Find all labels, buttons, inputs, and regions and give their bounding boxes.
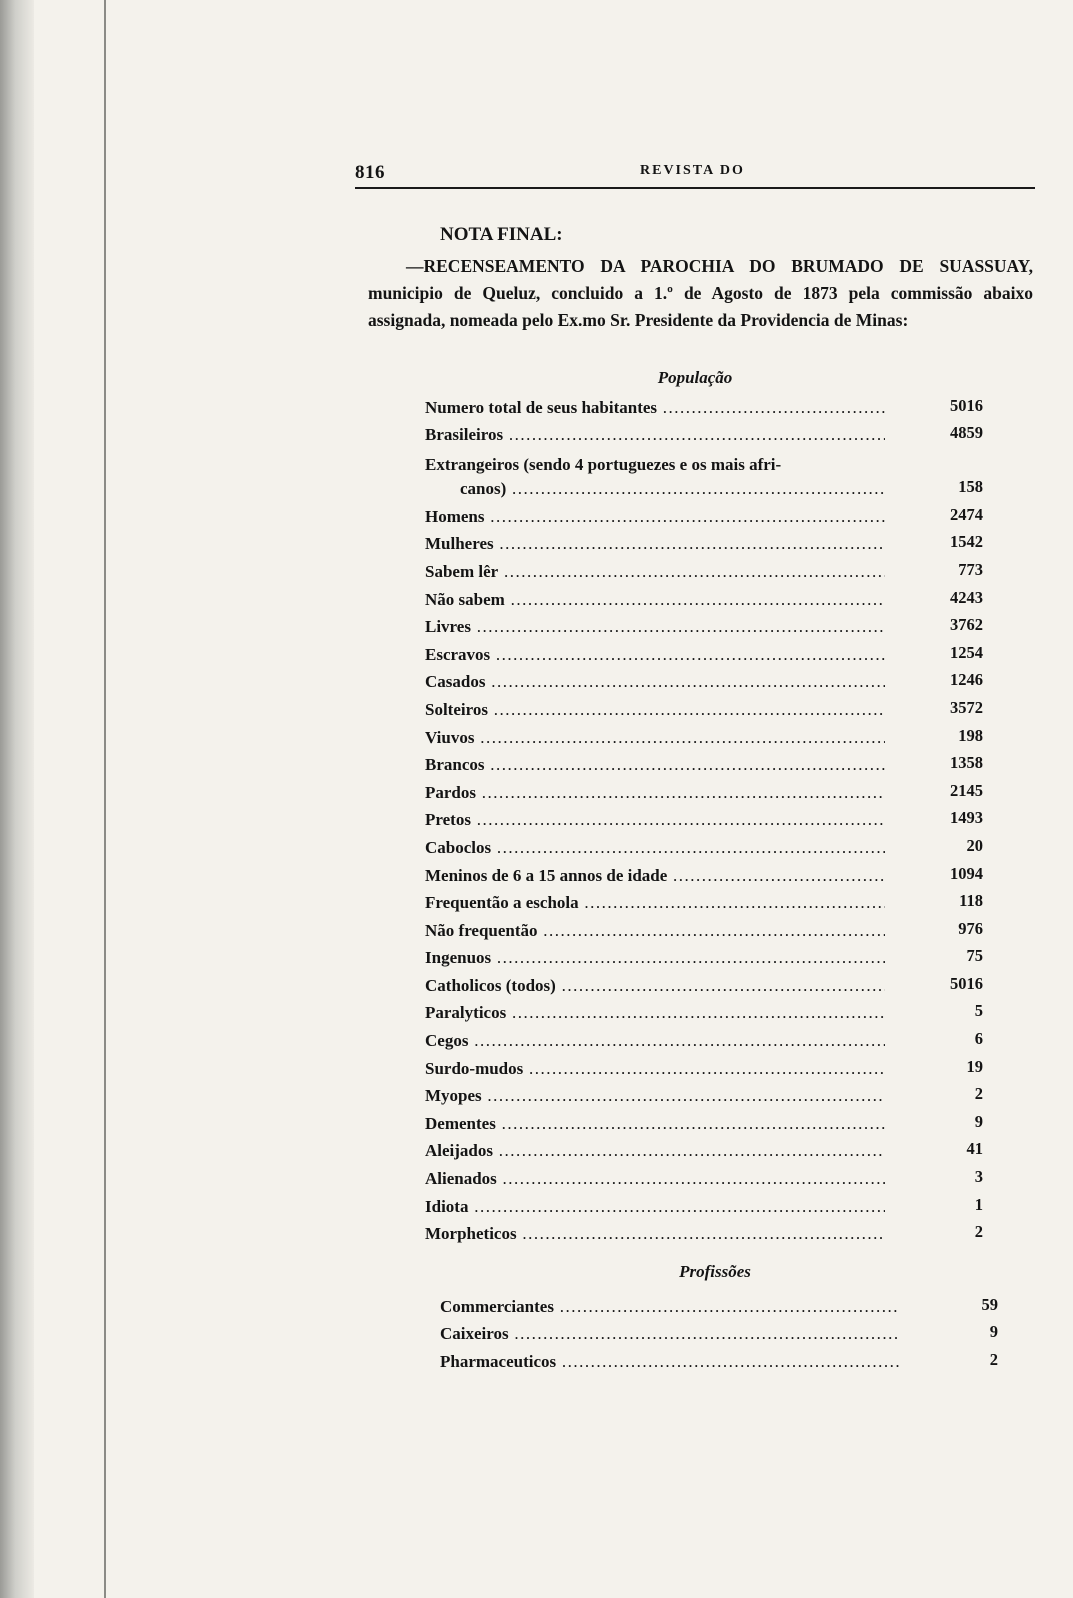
row-value: 19 — [966, 1056, 983, 1076]
row-label: Não frequentão ..... — [425, 921, 885, 941]
row-label: Dementes ..... — [425, 1114, 885, 1134]
professions-table — [440, 1293, 1020, 1376]
row-value: 1246 — [950, 670, 983, 690]
row-label: Meninos de 6 a 15 annos de idade ..... — [425, 866, 885, 886]
row-label: Cegos ..... — [425, 1031, 885, 1051]
page-header — [355, 160, 1035, 188]
row-value: 9 — [989, 1322, 998, 1342]
row-value: 3 — [974, 1167, 983, 1187]
heading-text: —RECENSEAMENTO DA PAROCHIA DO BRUMADO DE SUASSUAY, municipio de Queluz, concluido a 1.º de Agosto de 1873 pela commissão abaixo assignada, nomeada pelo Ex.mo Sr. Presidente da Providencia de Minas: — [368, 256, 1033, 330]
row-label: Caboclos ..... — [425, 838, 885, 858]
row-label: Viuvos ..... — [425, 728, 885, 748]
row-value: 2 — [974, 1222, 983, 1242]
row-label: Escravos ..... — [425, 645, 885, 665]
table-row — [425, 394, 1005, 422]
table-row — [425, 422, 1005, 450]
table-row — [425, 917, 1005, 945]
table-row — [425, 1027, 1005, 1055]
row-label: Solteiros ..... — [425, 700, 885, 720]
row-label: Commerciantes ..... — [440, 1297, 900, 1317]
row-label: Frequentão a eschola ..... — [425, 893, 885, 913]
table-row — [425, 1138, 1005, 1166]
table-row — [425, 669, 1005, 697]
section-title-population: População — [657, 368, 733, 387]
page-number: 816 — [355, 162, 385, 183]
row-label: Ingenuos ..... — [425, 948, 885, 968]
table-row — [440, 1348, 1020, 1376]
header-rule — [355, 187, 1035, 189]
note-label: NOTA FINAL: — [440, 224, 563, 245]
row-value: 20 — [966, 835, 983, 855]
row-value: 3762 — [950, 615, 983, 635]
row-value: 976 — [958, 918, 983, 938]
table-row — [425, 752, 1005, 780]
row-label: Brasileiros ..... — [425, 425, 885, 445]
row-label: Surdo-mudos ..... — [425, 1059, 885, 1079]
row-label: Pardos ..... — [425, 783, 885, 803]
row-label: Extrangeiros (sendo 4 portuguezes e os mais afri- — [425, 455, 782, 475]
row-value: 1493 — [950, 808, 983, 828]
census-heading — [368, 253, 1033, 334]
table-row — [425, 614, 1005, 642]
row-value: 5016 — [950, 973, 983, 993]
running-head: REVISTA DO — [640, 163, 745, 178]
table-row — [425, 945, 1005, 973]
table-row — [425, 890, 1005, 918]
table-row — [425, 586, 1005, 614]
row-label: Paralyticos ..... — [425, 1003, 885, 1023]
table-row — [425, 449, 1005, 503]
row-value: 5 — [974, 1001, 983, 1021]
table-row — [425, 531, 1005, 559]
row-label: Myopes ..... — [425, 1086, 885, 1106]
row-label: Homens ..... — [425, 507, 885, 527]
row-label: Casados ..... — [425, 672, 885, 692]
row-value: 1358 — [950, 753, 983, 773]
row-label-continuation: canos) ..... — [460, 479, 885, 499]
table-row — [425, 1221, 1005, 1249]
row-label: Sabem lêr ..... — [425, 562, 885, 582]
table-row — [425, 1110, 1005, 1138]
row-label: Numero total de seus habitantes ..... — [425, 398, 885, 418]
row-value: 59 — [981, 1294, 998, 1314]
row-value: 3572 — [950, 697, 983, 717]
table-row — [440, 1321, 1020, 1349]
row-value: 2 — [989, 1349, 998, 1369]
row-label: Livres ..... — [425, 617, 885, 637]
row-label: Alienados ..... — [425, 1169, 885, 1189]
table-row — [425, 1083, 1005, 1111]
row-label: Mulheres ..... — [425, 534, 885, 554]
row-value: 1094 — [950, 863, 983, 883]
row-value: 1254 — [950, 642, 983, 662]
row-value: 9 — [974, 1111, 983, 1131]
row-value: 2 — [974, 1084, 983, 1104]
table-row — [425, 834, 1005, 862]
row-label: Caixeiros ..... — [440, 1324, 900, 1344]
table-row — [425, 1000, 1005, 1028]
table-row — [425, 779, 1005, 807]
row-value: 773 — [958, 559, 983, 579]
row-value: 2474 — [950, 504, 983, 524]
row-value: 75 — [966, 946, 983, 966]
table-row — [425, 503, 1005, 531]
table-row — [425, 1055, 1005, 1083]
table-row — [425, 807, 1005, 835]
row-label: Morpheticos ..... — [425, 1224, 885, 1244]
row-value: 1542 — [950, 532, 983, 552]
row-label: Pharmaceuticos ..... — [440, 1352, 900, 1372]
row-value: 4243 — [950, 587, 983, 607]
row-label: Pretos ..... — [425, 810, 885, 830]
row-label: Catholicos (todos) ..... — [425, 976, 885, 996]
table-row — [440, 1293, 1020, 1321]
table-row — [425, 1165, 1005, 1193]
row-label: Idiota ..... — [425, 1197, 885, 1217]
row-value: 1 — [974, 1194, 983, 1214]
population-table — [425, 394, 1005, 1248]
row-label: Brancos ..... — [425, 755, 885, 775]
table-row — [425, 696, 1005, 724]
row-label: Não sabem ..... — [425, 590, 885, 610]
row-value: 4859 — [950, 423, 983, 443]
table-row — [425, 862, 1005, 890]
row-value: 198 — [958, 725, 983, 745]
table-row — [425, 558, 1005, 586]
row-value: 6 — [974, 1029, 983, 1049]
table-row — [425, 1193, 1005, 1221]
table-row — [425, 641, 1005, 669]
row-value: 158 — [958, 477, 983, 497]
section-title-professions: Profissões — [679, 1262, 751, 1281]
row-value: 41 — [966, 1139, 983, 1159]
table-row — [425, 724, 1005, 752]
row-value: 5016 — [950, 395, 983, 415]
row-label: Aleijados ..... — [425, 1141, 885, 1161]
row-value: 2145 — [950, 780, 983, 800]
table-row — [425, 972, 1005, 1000]
row-value: 118 — [959, 891, 983, 911]
